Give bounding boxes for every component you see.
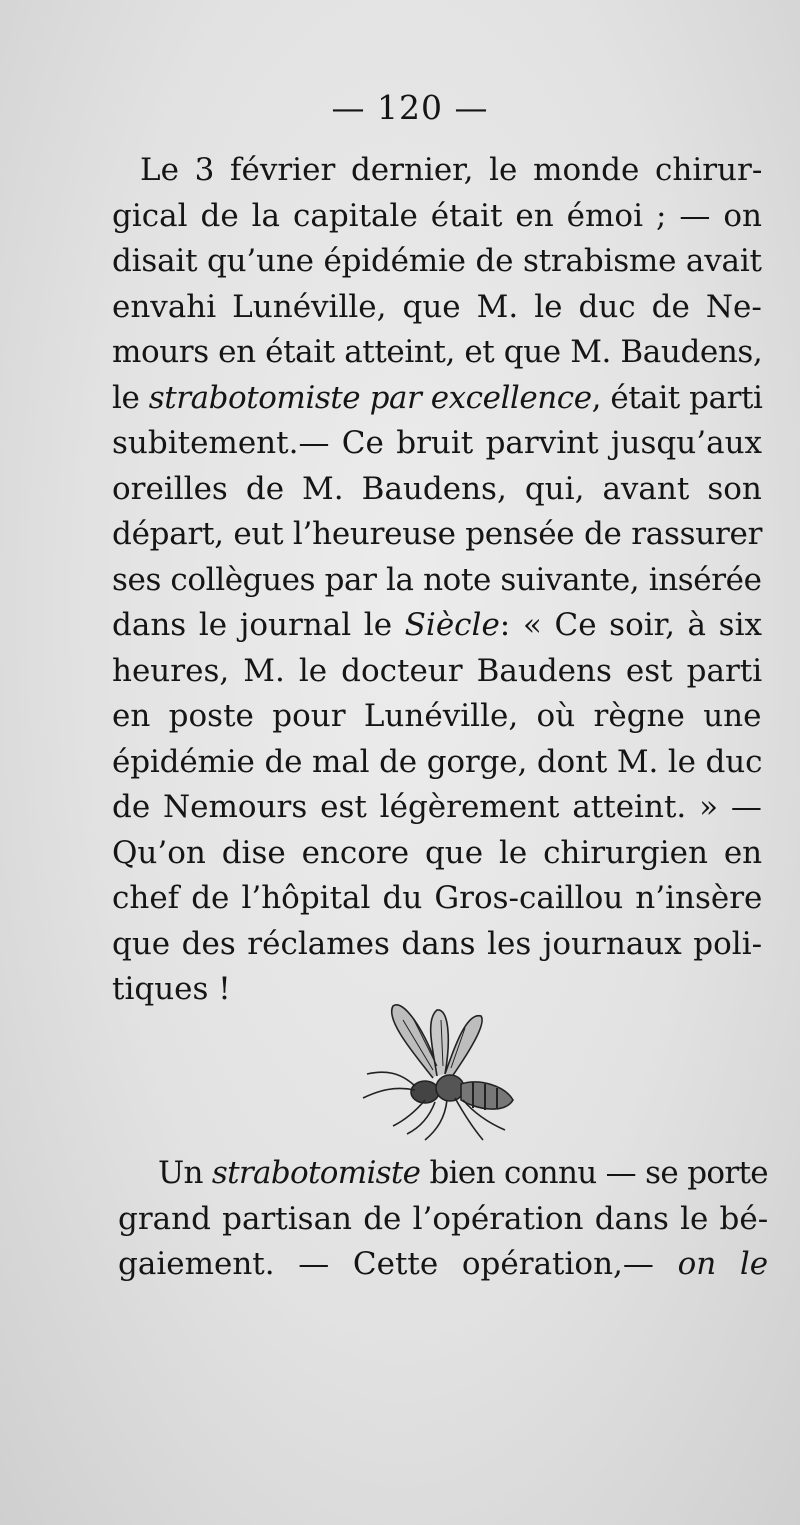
- text-line: [118, 1246, 769, 1282]
- italic-run: strabotomiste: [211, 1155, 421, 1191]
- text-line: [112, 880, 763, 916]
- italic-run: strabotomiste par excellence: [148, 379, 592, 416]
- text-run: en poste pour Lunéville, où règne une: [112, 698, 762, 734]
- text-run: oreilles de M. Baudens, qui, avant son: [112, 470, 762, 507]
- text-run: heures, M. le docteur Baudens est parti: [112, 652, 763, 689]
- text-run: gical de la capitale était en émoi ; — on: [112, 197, 762, 234]
- text-run: subitement.— Ce bruit parvint jusqu’aux: [112, 425, 763, 461]
- text-line: [112, 607, 762, 643]
- text-line: [112, 197, 762, 234]
- text-line: [112, 243, 762, 279]
- text-run: , était parti: [591, 379, 763, 416]
- text-run: dans le journal le: [112, 607, 405, 643]
- text-run: de Nemours est légèrement atteint. » —: [112, 789, 762, 825]
- text-run: chef de l’hôpital du Gros-caillou n’insère: [112, 880, 763, 916]
- text-line: [112, 516, 763, 552]
- italic-run: Siècle: [404, 607, 500, 643]
- page-number: — 120 —: [331, 88, 489, 127]
- text-line: [112, 425, 763, 461]
- text-line: [118, 1200, 769, 1237]
- text-run: Le 3 février dernier, le monde chirur-: [140, 152, 763, 188]
- text-line: [112, 470, 762, 507]
- text-line: [112, 652, 763, 689]
- text-run: que des réclames dans les journaux poli-: [112, 925, 763, 962]
- text-line: [112, 334, 763, 370]
- text-line: [158, 1155, 768, 1191]
- text-line: [112, 379, 763, 416]
- text-line: [112, 288, 762, 325]
- text-run: envahi Lunéville, que M. le duc de Ne-: [112, 288, 762, 325]
- text-run: tiques !: [112, 971, 231, 1007]
- text-run: disait qu’une épidémie de strabisme avait: [112, 243, 762, 279]
- text-run: Un: [158, 1155, 212, 1191]
- text-line: [112, 834, 763, 871]
- italic-run: on le: [677, 1246, 769, 1282]
- text-line: [112, 789, 762, 825]
- text-run: grand partisan de l’opération dans le bé-: [118, 1200, 769, 1237]
- text-run: ses collègues par la note suivante, insérée: [112, 561, 762, 598]
- text-run: Qu’on dise encore que le chirurgien en: [112, 834, 763, 871]
- text-run: le: [112, 379, 149, 416]
- text-run: départ, eut l’heureuse pensée de rassurer: [112, 516, 763, 552]
- text-run: gaiement. — Cette opération,—: [118, 1246, 678, 1282]
- bee-engraving-icon: [355, 1000, 530, 1150]
- text-line: [112, 925, 763, 962]
- text-line: [112, 561, 762, 598]
- text-run: : « Ce soir, à six: [499, 607, 762, 643]
- text-line: [112, 971, 231, 1007]
- text-line: [112, 698, 762, 734]
- text-run: bien connu — se porte: [420, 1155, 768, 1191]
- text-run: épidémie de mal de gorge, dont M. le duc: [112, 743, 763, 780]
- text-run: mours en était atteint, et que M. Baudens,: [112, 334, 763, 370]
- text-line: [140, 152, 763, 188]
- text-line: [112, 743, 763, 780]
